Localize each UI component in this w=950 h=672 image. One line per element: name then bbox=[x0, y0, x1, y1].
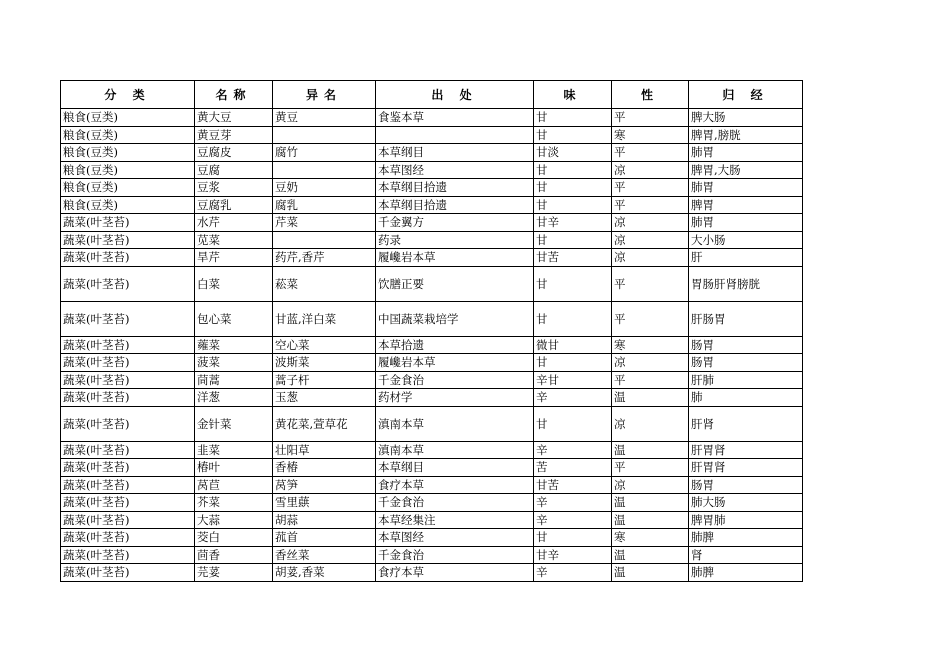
alias-cell: 腐竹 bbox=[273, 144, 376, 162]
meridian-cell: 肾 bbox=[689, 546, 803, 564]
flavor-cell: 辛甘 bbox=[534, 371, 612, 389]
name-cell: 莴苣 bbox=[195, 476, 273, 494]
category-cell: 粮食(豆类) bbox=[61, 196, 195, 214]
alias-cell: 空心菜 bbox=[273, 336, 376, 354]
flavor-cell: 甘淡 bbox=[534, 144, 612, 162]
table-row bbox=[61, 196, 803, 214]
category-cell: 粮食(豆类) bbox=[61, 161, 195, 179]
category-cell: 蔬菜(叶茎苔) bbox=[61, 494, 195, 512]
table-row bbox=[61, 441, 803, 459]
nature-cell: 平 bbox=[612, 144, 689, 162]
category-cell: 蔬菜(叶茎苔) bbox=[61, 371, 195, 389]
flavor-cell: 甘辛 bbox=[534, 546, 612, 564]
source-cell: 食鉴本草 bbox=[376, 109, 534, 127]
alias-cell bbox=[273, 126, 376, 144]
alias-cell: 胡蒜 bbox=[273, 511, 376, 529]
alias-cell: 腐乳 bbox=[273, 196, 376, 214]
nature-cell: 温 bbox=[612, 389, 689, 407]
category-cell: 蔬菜(叶茎苔) bbox=[61, 231, 195, 249]
source-cell: 滇南本草 bbox=[376, 406, 534, 441]
alias-cell: 雪里蕻 bbox=[273, 494, 376, 512]
source-cell: 本草图经 bbox=[376, 161, 534, 179]
table-row bbox=[61, 529, 803, 547]
table-row bbox=[61, 336, 803, 354]
meridian-cell: 大小肠 bbox=[689, 231, 803, 249]
nature-cell: 温 bbox=[612, 511, 689, 529]
source-cell: 本草纲目拾遗 bbox=[376, 196, 534, 214]
meridian-cell: 脾胃肺 bbox=[689, 511, 803, 529]
table-row bbox=[61, 476, 803, 494]
meridian-cell: 肠胃 bbox=[689, 354, 803, 372]
source-cell: 本草纲目 bbox=[376, 144, 534, 162]
name-cell: 茴香 bbox=[195, 546, 273, 564]
flavor-cell: 甘 bbox=[534, 179, 612, 197]
alias-cell: 豆奶 bbox=[273, 179, 376, 197]
name-cell: 茭白 bbox=[195, 529, 273, 547]
meridian-cell: 肝肠胃 bbox=[689, 301, 803, 336]
table-row bbox=[61, 179, 803, 197]
food-properties-table bbox=[60, 80, 803, 582]
meridian-cell: 脾胃,膀胱 bbox=[689, 126, 803, 144]
name-cell: 豆腐 bbox=[195, 161, 273, 179]
meridian-cell: 胃肠肝肾膀胱 bbox=[689, 266, 803, 301]
name-cell: 茼蒿 bbox=[195, 371, 273, 389]
header-meridian: 归 经 bbox=[689, 81, 803, 109]
meridian-cell: 肝肾 bbox=[689, 406, 803, 441]
source-cell: 药材学 bbox=[376, 389, 534, 407]
meridian-cell: 肠胃 bbox=[689, 336, 803, 354]
flavor-cell: 甘苦 bbox=[534, 476, 612, 494]
name-cell: 菠菜 bbox=[195, 354, 273, 372]
alias-cell: 香丝菜 bbox=[273, 546, 376, 564]
category-cell: 蔬菜(叶茎苔) bbox=[61, 529, 195, 547]
table-body bbox=[61, 109, 803, 582]
alias-cell: 甘蓝,洋白菜 bbox=[273, 301, 376, 336]
table-row bbox=[61, 109, 803, 127]
name-cell: 水芹 bbox=[195, 214, 273, 232]
alias-cell bbox=[273, 161, 376, 179]
name-cell: 金针菜 bbox=[195, 406, 273, 441]
meridian-cell: 肝胃肾 bbox=[689, 459, 803, 477]
category-cell: 蔬菜(叶茎苔) bbox=[61, 266, 195, 301]
nature-cell: 温 bbox=[612, 494, 689, 512]
flavor-cell: 苦 bbox=[534, 459, 612, 477]
header-flavor: 味 bbox=[534, 81, 612, 109]
meridian-cell: 肠胃 bbox=[689, 476, 803, 494]
meridian-cell: 肺胃 bbox=[689, 214, 803, 232]
nature-cell: 平 bbox=[612, 301, 689, 336]
name-cell: 黄大豆 bbox=[195, 109, 273, 127]
alias-cell: 药芹,香芹 bbox=[273, 249, 376, 267]
name-cell: 椿叶 bbox=[195, 459, 273, 477]
source-cell: 履巉岩本草 bbox=[376, 354, 534, 372]
category-cell: 蔬菜(叶茎苔) bbox=[61, 301, 195, 336]
meridian-cell: 肝肺 bbox=[689, 371, 803, 389]
meridian-cell: 脾大肠 bbox=[689, 109, 803, 127]
table-row bbox=[61, 406, 803, 441]
meridian-cell: 脾胃 bbox=[689, 196, 803, 214]
flavor-cell: 甘 bbox=[534, 231, 612, 249]
alias-cell: 蒿子杆 bbox=[273, 371, 376, 389]
nature-cell: 凉 bbox=[612, 406, 689, 441]
nature-cell: 凉 bbox=[612, 214, 689, 232]
name-cell: 大蒜 bbox=[195, 511, 273, 529]
flavor-cell: 辛 bbox=[534, 441, 612, 459]
source-cell: 千金食治 bbox=[376, 494, 534, 512]
nature-cell: 凉 bbox=[612, 161, 689, 179]
source-cell: 中国蔬菜栽培学 bbox=[376, 301, 534, 336]
name-cell: 芥菜 bbox=[195, 494, 273, 512]
category-cell: 蔬菜(叶茎苔) bbox=[61, 336, 195, 354]
alias-cell bbox=[273, 231, 376, 249]
name-cell: 包心菜 bbox=[195, 301, 273, 336]
name-cell: 黄豆芽 bbox=[195, 126, 273, 144]
header-nature: 性 bbox=[612, 81, 689, 109]
source-cell: 本草纲目 bbox=[376, 459, 534, 477]
flavor-cell: 甘 bbox=[534, 301, 612, 336]
flavor-cell: 甘 bbox=[534, 406, 612, 441]
category-cell: 粮食(豆类) bbox=[61, 179, 195, 197]
meridian-cell: 肺胃 bbox=[689, 179, 803, 197]
flavor-cell: 甘 bbox=[534, 161, 612, 179]
table-row bbox=[61, 371, 803, 389]
name-cell: 白菜 bbox=[195, 266, 273, 301]
header-source: 出 处 bbox=[376, 81, 534, 109]
flavor-cell: 甘苦 bbox=[534, 249, 612, 267]
meridian-cell: 肺大肠 bbox=[689, 494, 803, 512]
category-cell: 粮食(豆类) bbox=[61, 144, 195, 162]
source-cell: 履巉岩本草 bbox=[376, 249, 534, 267]
nature-cell: 凉 bbox=[612, 476, 689, 494]
category-cell: 蔬菜(叶茎苔) bbox=[61, 546, 195, 564]
table-row bbox=[61, 459, 803, 477]
flavor-cell: 甘 bbox=[534, 126, 612, 144]
source-cell: 食疗本草 bbox=[376, 476, 534, 494]
table-row bbox=[61, 126, 803, 144]
nature-cell: 平 bbox=[612, 459, 689, 477]
alias-cell: 波斯菜 bbox=[273, 354, 376, 372]
source-cell: 千金食治 bbox=[376, 371, 534, 389]
nature-cell: 平 bbox=[612, 266, 689, 301]
flavor-cell: 微甘 bbox=[534, 336, 612, 354]
alias-cell: 黄豆 bbox=[273, 109, 376, 127]
table-row bbox=[61, 144, 803, 162]
table-row bbox=[61, 564, 803, 582]
alias-cell: 芹菜 bbox=[273, 214, 376, 232]
category-cell: 粮食(豆类) bbox=[61, 126, 195, 144]
name-cell: 洋葱 bbox=[195, 389, 273, 407]
category-cell: 蔬菜(叶茎苔) bbox=[61, 214, 195, 232]
name-cell: 豆浆 bbox=[195, 179, 273, 197]
nature-cell: 平 bbox=[612, 179, 689, 197]
header-category: 分 类 bbox=[61, 81, 195, 109]
flavor-cell: 甘 bbox=[534, 266, 612, 301]
flavor-cell: 甘 bbox=[534, 354, 612, 372]
table-row bbox=[61, 389, 803, 407]
meridian-cell: 肺脾 bbox=[689, 564, 803, 582]
table-row bbox=[61, 161, 803, 179]
name-cell: 豆腐乳 bbox=[195, 196, 273, 214]
meridian-cell: 肺胃 bbox=[689, 144, 803, 162]
category-cell: 蔬菜(叶茎苔) bbox=[61, 511, 195, 529]
nature-cell: 凉 bbox=[612, 249, 689, 267]
alias-cell: 菘菜 bbox=[273, 266, 376, 301]
meridian-cell: 肝 bbox=[689, 249, 803, 267]
flavor-cell: 甘辛 bbox=[534, 214, 612, 232]
source-cell: 千金食治 bbox=[376, 546, 534, 564]
table-row bbox=[61, 494, 803, 512]
category-cell: 蔬菜(叶茎苔) bbox=[61, 476, 195, 494]
nature-cell: 温 bbox=[612, 546, 689, 564]
nature-cell: 寒 bbox=[612, 126, 689, 144]
alias-cell: 胡荽,香菜 bbox=[273, 564, 376, 582]
source-cell: 饮膳正要 bbox=[376, 266, 534, 301]
nature-cell: 平 bbox=[612, 371, 689, 389]
nature-cell: 温 bbox=[612, 441, 689, 459]
category-cell: 蔬菜(叶茎苔) bbox=[61, 389, 195, 407]
nature-cell: 温 bbox=[612, 564, 689, 582]
table-row bbox=[61, 546, 803, 564]
alias-cell: 玉葱 bbox=[273, 389, 376, 407]
alias-cell: 壮阳草 bbox=[273, 441, 376, 459]
category-cell: 蔬菜(叶茎苔) bbox=[61, 406, 195, 441]
meridian-cell: 脾胃,大肠 bbox=[689, 161, 803, 179]
source-cell bbox=[376, 126, 534, 144]
flavor-cell: 甘 bbox=[534, 529, 612, 547]
table-row bbox=[61, 266, 803, 301]
source-cell: 食疗本草 bbox=[376, 564, 534, 582]
source-cell: 本草拾遗 bbox=[376, 336, 534, 354]
meridian-cell: 肝胃肾 bbox=[689, 441, 803, 459]
flavor-cell: 辛 bbox=[534, 494, 612, 512]
meridian-cell: 肺 bbox=[689, 389, 803, 407]
source-cell: 本草经集注 bbox=[376, 511, 534, 529]
nature-cell: 寒 bbox=[612, 336, 689, 354]
alias-cell: 莴笋 bbox=[273, 476, 376, 494]
category-cell: 粮食(豆类) bbox=[61, 109, 195, 127]
category-cell: 蔬菜(叶茎苔) bbox=[61, 459, 195, 477]
name-cell: 豆腐皮 bbox=[195, 144, 273, 162]
category-cell: 蔬菜(叶茎苔) bbox=[61, 441, 195, 459]
flavor-cell: 甘 bbox=[534, 196, 612, 214]
alias-cell: 香椿 bbox=[273, 459, 376, 477]
name-cell: 芫荽 bbox=[195, 564, 273, 582]
header-row bbox=[61, 81, 803, 109]
source-cell: 千金翼方 bbox=[376, 214, 534, 232]
header-name: 名称 bbox=[195, 81, 273, 109]
table-row bbox=[61, 511, 803, 529]
nature-cell: 平 bbox=[612, 196, 689, 214]
source-cell: 药录 bbox=[376, 231, 534, 249]
nature-cell: 凉 bbox=[612, 354, 689, 372]
category-cell: 蔬菜(叶茎苔) bbox=[61, 249, 195, 267]
category-cell: 蔬菜(叶茎苔) bbox=[61, 564, 195, 582]
alias-cell: 黄花菜,萱草花 bbox=[273, 406, 376, 441]
source-cell: 本草图经 bbox=[376, 529, 534, 547]
flavor-cell: 辛 bbox=[534, 564, 612, 582]
table-row bbox=[61, 301, 803, 336]
table-row bbox=[61, 214, 803, 232]
meridian-cell: 肺脾 bbox=[689, 529, 803, 547]
table-row bbox=[61, 249, 803, 267]
source-cell: 本草纲目拾遗 bbox=[376, 179, 534, 197]
name-cell: 蕹菜 bbox=[195, 336, 273, 354]
nature-cell: 凉 bbox=[612, 231, 689, 249]
name-cell: 旱芹 bbox=[195, 249, 273, 267]
table-row bbox=[61, 354, 803, 372]
name-cell: 苋菜 bbox=[195, 231, 273, 249]
flavor-cell: 辛 bbox=[534, 389, 612, 407]
table-row bbox=[61, 231, 803, 249]
flavor-cell: 甘 bbox=[534, 109, 612, 127]
alias-cell: 菰首 bbox=[273, 529, 376, 547]
nature-cell: 平 bbox=[612, 109, 689, 127]
source-cell: 滇南本草 bbox=[376, 441, 534, 459]
name-cell: 韭菜 bbox=[195, 441, 273, 459]
nature-cell: 寒 bbox=[612, 529, 689, 547]
flavor-cell: 辛 bbox=[534, 511, 612, 529]
header-alias: 异名 bbox=[273, 81, 376, 109]
category-cell: 蔬菜(叶茎苔) bbox=[61, 354, 195, 372]
